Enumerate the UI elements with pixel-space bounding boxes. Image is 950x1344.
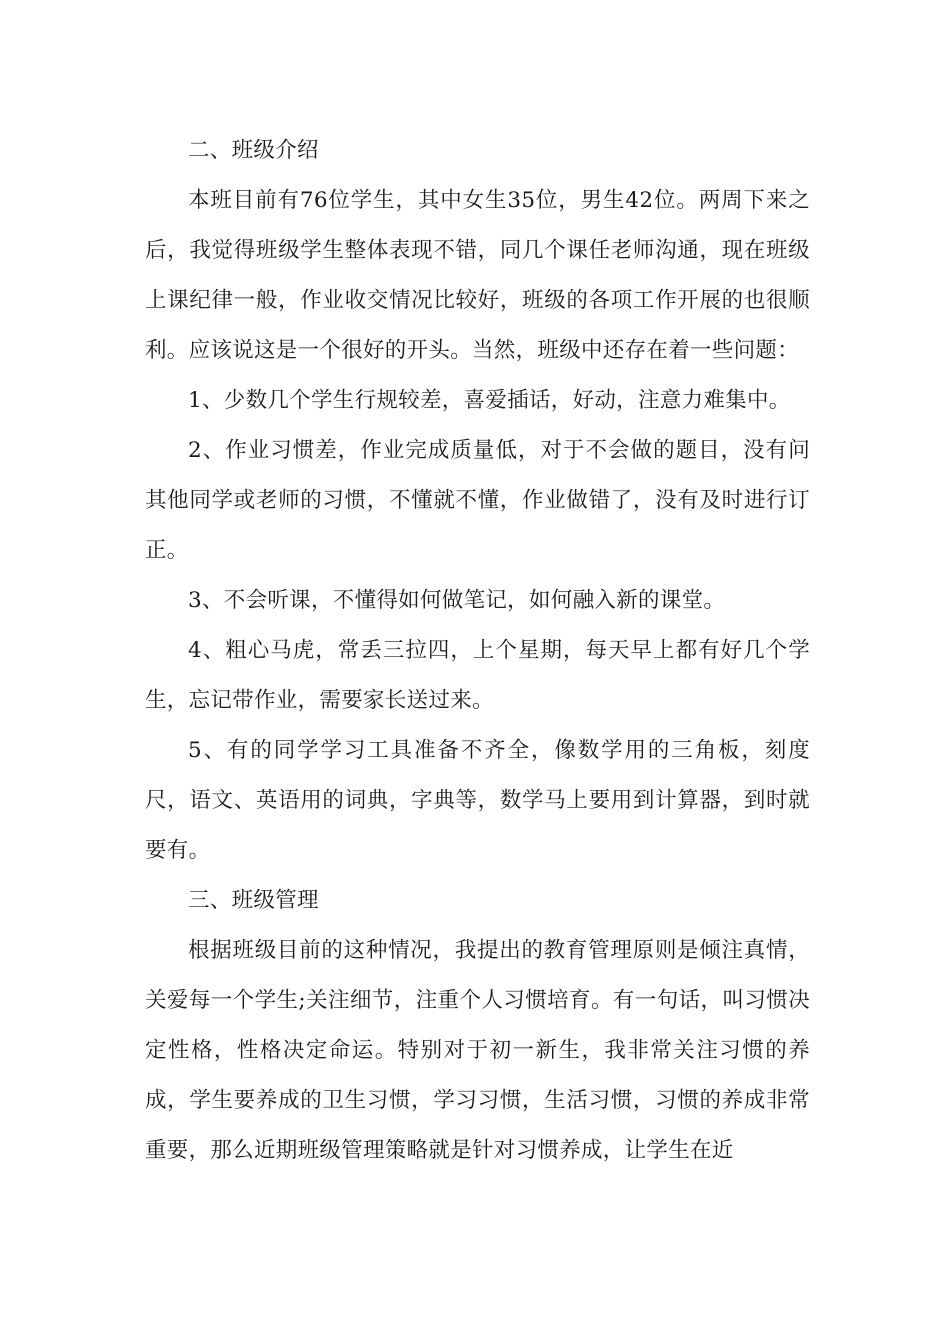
list-item-problem-3: 3、不会听课，不懂得如何做笔记，如何融入新的课堂。 [188,588,726,613]
section-heading-class-management: 三、班级管理 [188,888,319,913]
paragraph-class-overview: 本班目前有76位学生，其中女生35位，男生42位。两周下来之后，我觉得班级学生整体表现不错，同几个课任老师沟通，现在班级上课纪律一般，作业收交情况比较好，班级的各项工作开展的也很顺利。应该说这是一个很好的开头。当然，班级中还存在着一些问题： [145,188,810,363]
document-body [145,126,810,1176]
section-heading-class-intro: 二、班级介绍 [188,138,319,163]
paragraph-management-principles: 根据班级目前的这种情况，我提出的教育管理原则是倾注真情，关爱每一个学生;关注细节，注重个人习惯培育。有一句话，叫习惯决定性格，性格决定命运。特别对于初一新生，我非常关注习惯的养成，学生要养成的卫生习惯，学习习惯，生活习惯，习惯的养成非常重要，那么近期班级管理策略就是针对习惯养成，让学生在近 [145,938,810,1163]
list-item-problem-4: 4、粗心马虎，常丢三拉四，上个星期，每天早上都有好几个学生，忘记带作业，需要家长送过来。 [145,638,810,713]
list-item-problem-2: 2、作业习惯差，作业完成质量低，对于不会做的题目，没有问其他同学或老师的习惯，不懂就不懂，作业做错了，没有及时进行订正。 [145,438,810,563]
list-item-problem-5: 5、有的同学学习工具准备不齐全，像数学用的三角板，刻度尺，语文、英语用的词典，字典等，数学马上要用到计算器，到时就要有。 [145,738,810,863]
list-item-problem-1: 1、少数几个学生行规较差，喜爱插话，好动，注意力难集中。 [188,388,791,413]
